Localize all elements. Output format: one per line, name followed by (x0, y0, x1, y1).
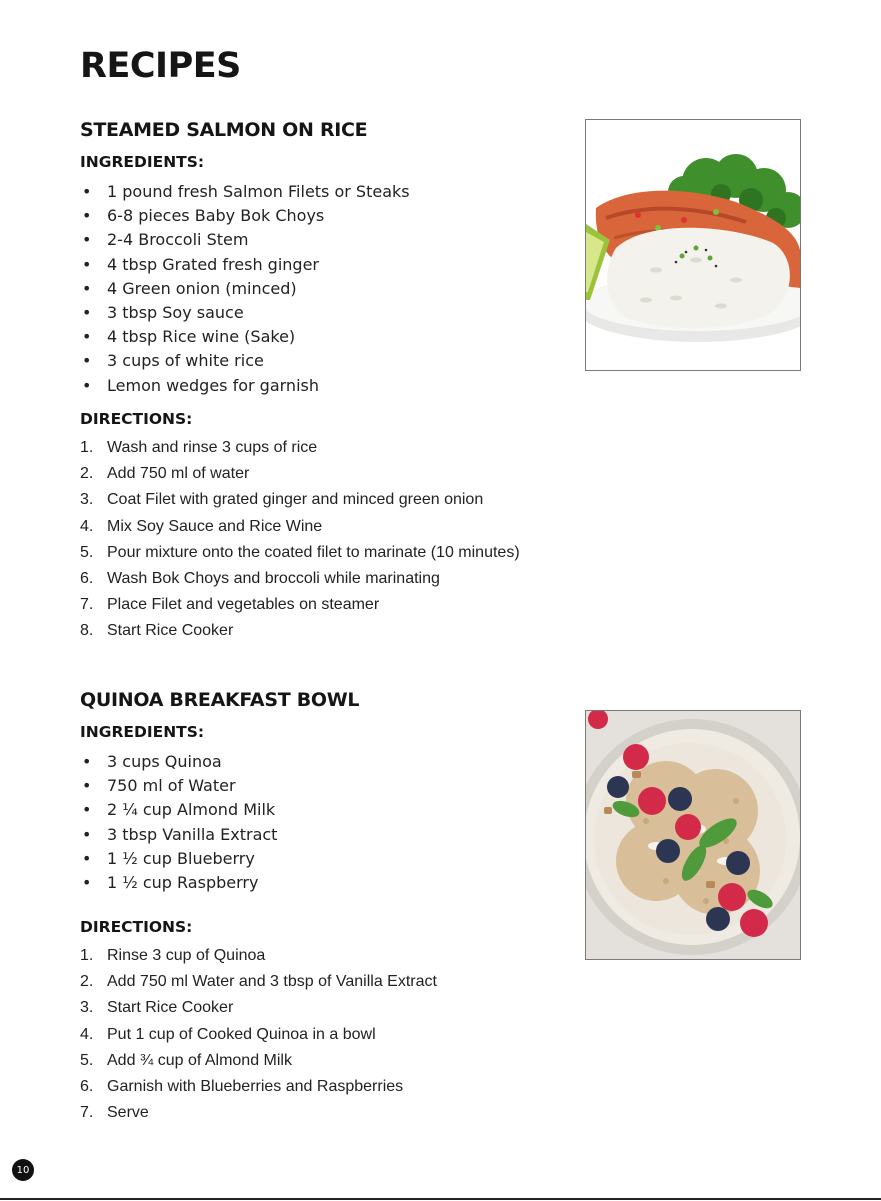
step-number: 4. (80, 1025, 94, 1043)
ingredients-list-quinoa (80, 750, 277, 895)
ingredient-text: 1 ½ cup Raspberry (107, 872, 259, 892)
direction-step (80, 514, 520, 540)
step-text: Wash Bok Choys and broccoli while marinating (107, 569, 440, 587)
direction-step (80, 1074, 437, 1100)
bullet-marker: • (82, 375, 92, 395)
ingredient-text: 2-4 Broccoli Stem (107, 230, 249, 250)
step-text: Rinse 3 cup of Quinoa (107, 947, 266, 964)
ingredients-heading-salmon: INGREDIENTS: (80, 153, 205, 171)
step-number: 4. (80, 517, 94, 535)
ingredient-item (80, 228, 410, 252)
ingredient-item (80, 301, 410, 325)
step-text: Serve (107, 1104, 149, 1122)
ingredient-text: 750 ml of Water (107, 776, 236, 796)
ingredient-text: 4 Green onion (minced) (107, 278, 297, 298)
ingredient-item (80, 798, 277, 822)
ingredient-item (80, 277, 410, 301)
ingredient-item (80, 204, 410, 228)
bullet-marker: • (82, 254, 92, 274)
ingredients-heading-quinoa: INGREDIENTS: (80, 723, 205, 741)
step-number: 8. (80, 622, 94, 640)
ingredient-item (80, 325, 410, 349)
ingredient-text: 3 tbsp Vanilla Extract (107, 824, 278, 844)
bullet-marker: • (82, 848, 92, 868)
ingredient-item (80, 750, 277, 774)
ingredient-item (80, 774, 277, 798)
directions-heading-quinoa: DIRECTIONS: (80, 918, 193, 936)
direction-step (80, 1100, 437, 1126)
ingredient-text: 4 tbsp Rice wine (Sake) (107, 327, 296, 347)
ingredient-text: Lemon wedges for garnish (107, 375, 319, 395)
direction-step (80, 540, 520, 566)
step-number: 7. (80, 596, 94, 614)
direction-step (80, 461, 520, 487)
ingredient-text: 1 ½ cup Blueberry (107, 848, 255, 868)
page-number-badge: 10 (12, 1159, 34, 1181)
ingredient-item (80, 180, 410, 204)
step-number: 6. (80, 569, 94, 587)
ingredients-list-salmon (80, 180, 410, 398)
step-text: Wash and rinse 3 cups of rice (107, 439, 318, 456)
step-number: 1. (80, 947, 94, 964)
bullet-marker: • (82, 230, 92, 250)
ingredient-text: 3 cups of white rice (107, 351, 264, 371)
direction-step (80, 618, 520, 644)
bullet-marker: • (82, 278, 92, 298)
ingredient-item (80, 823, 277, 847)
footer-rule (0, 1198, 881, 1200)
ingredient-item (80, 871, 277, 895)
ingredient-text: 6-8 pieces Baby Bok Choys (107, 206, 325, 226)
bullet-marker: • (82, 302, 92, 322)
direction-step (80, 1022, 437, 1048)
ingredient-item (80, 374, 410, 398)
step-number: 6. (80, 1077, 94, 1095)
step-number: 3. (80, 999, 94, 1017)
step-text: Place Filet and vegetables on steamer (107, 596, 380, 614)
direction-step (80, 592, 520, 618)
recipe-title-quinoa: QUINOA BREAKFAST BOWL (80, 689, 360, 711)
bullet-marker: • (82, 776, 92, 796)
direction-step (80, 487, 520, 513)
bullet-marker: • (82, 800, 92, 820)
ingredient-text: 1 pound fresh Salmon Filets or Steaks (107, 182, 410, 201)
ingredient-item (80, 349, 410, 373)
step-number: 2. (80, 465, 94, 483)
salmon-rice-photo (585, 119, 801, 371)
bullet-marker: • (82, 327, 92, 347)
direction-step (80, 435, 520, 461)
directions-heading-salmon: DIRECTIONS: (80, 410, 193, 428)
step-text: Add 750 ml of water (107, 465, 250, 483)
bullet-marker: • (82, 182, 92, 201)
step-text: Garnish with Blueberries and Raspberries (107, 1077, 404, 1095)
directions-list-salmon (80, 435, 520, 645)
direction-step (80, 1048, 437, 1074)
step-number: 1. (80, 439, 94, 456)
step-text: Start Rice Cooker (107, 622, 234, 640)
bullet-marker: • (82, 824, 92, 844)
step-text: Coat Filet with grated ginger and minced green onion (107, 491, 484, 509)
ingredient-text: 2 ¼ cup Almond Milk (107, 800, 276, 820)
quinoa-bowl-illustration (586, 711, 800, 959)
direction-step (80, 995, 437, 1021)
bullet-marker: • (82, 752, 92, 771)
step-number: 2. (80, 973, 94, 991)
step-text: Add ¾ cup of Almond Milk (107, 1051, 292, 1069)
step-text: Pour mixture onto the coated filet to marinate (10 minutes) (107, 543, 520, 561)
direction-step (80, 566, 520, 592)
page-title: RECIPES (80, 46, 241, 86)
direction-step (80, 943, 437, 969)
ingredient-text: 4 tbsp Grated fresh ginger (107, 254, 319, 274)
directions-list-quinoa (80, 943, 437, 1126)
quinoa-bowl-photo (585, 710, 801, 960)
step-text: Put 1 cup of Cooked Quinoa in a bowl (107, 1025, 376, 1043)
direction-step (80, 969, 437, 995)
salmon-rice-illustration (586, 120, 800, 370)
ingredient-item (80, 253, 410, 277)
recipe-title-salmon: STEAMED SALMON ON RICE (80, 119, 368, 141)
step-number: 7. (80, 1104, 94, 1122)
ingredient-text: 3 tbsp Soy sauce (107, 302, 244, 322)
step-number: 5. (80, 1051, 94, 1069)
ingredient-text: 3 cups Quinoa (107, 752, 222, 771)
bullet-marker: • (82, 872, 92, 892)
step-text: Add 750 ml Water and 3 tbsp of Vanilla Extract (107, 973, 437, 991)
step-text: Start Rice Cooker (107, 999, 234, 1017)
bullet-marker: • (82, 206, 92, 226)
ingredient-item (80, 847, 277, 871)
bullet-marker: • (82, 351, 92, 371)
step-text: Mix Soy Sauce and Rice Wine (107, 517, 323, 535)
step-number: 5. (80, 543, 94, 561)
step-number: 3. (80, 491, 94, 509)
